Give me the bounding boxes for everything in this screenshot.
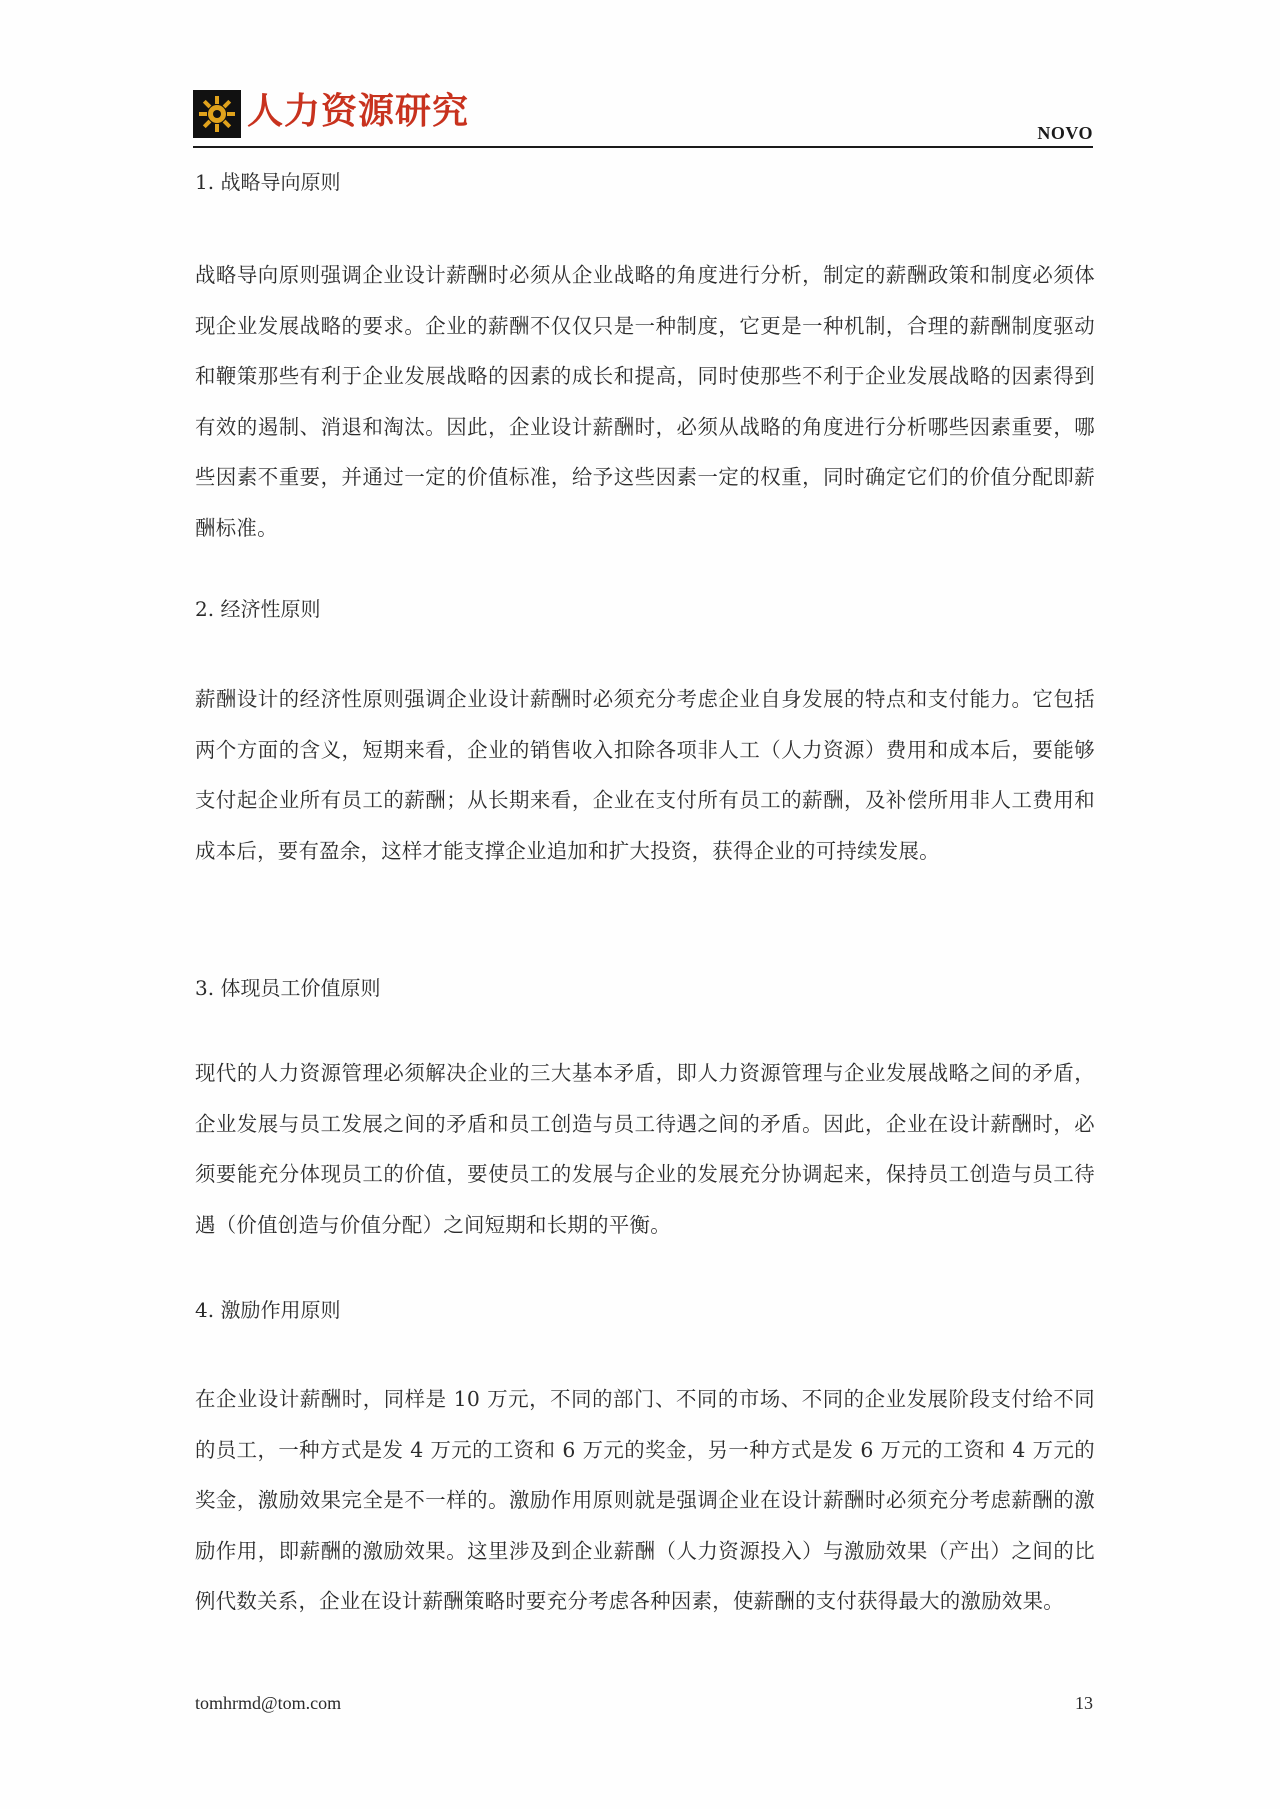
footer-email: tomhrmd@tom.com	[195, 1693, 342, 1713]
section-paragraph: 在企业设计薪酬时，同样是 10 万元，不同的部门、不同的市场、不同的企业发展阶段支付给不同的员工，一种方式是发 4 万元的工资和 6 万元的奖金，另一种方式是发 6 万元的工资和 4 万元的奖金，激励效果完全是不一样的。激励作用原则就是强调企业在设计薪酬时必须充分考虑薪酬的激励作用，即薪酬的激励效果。这里涉及到企业薪酬（人力资源投入）与激励效果（产出）之间的比例代数关系，企业在设计薪酬策略时要充分考虑各种因素，使薪酬的支付获得最大的激励效果。	[195, 1387, 1095, 1613]
header-divider	[193, 146, 1093, 148]
page-number: 13	[1075, 1693, 1093, 1713]
gear-sun-icon	[193, 90, 241, 138]
section-heading: 4. 激励作用原则	[195, 1298, 341, 1322]
header-label: NOVO	[1037, 123, 1093, 143]
section-paragraph: 现代的人力资源管理必须解决企业的三大基本矛盾，即人力资源管理与企业发展战略之间的矛盾，企业发展与员工发展之间的矛盾和员工创造与员工待遇之间的矛盾。因此，企业在设计薪酬时，必须要能充分体现员工的价值，要使员工的发展与企业的发展充分协调起来，保持员工创造与员工待遇（价值创造与价值分配）之间短期和长期的平衡。	[195, 1061, 1095, 1237]
section-paragraph: 战略导向原则强调企业设计薪酬时必须从企业战略的角度进行分析，制定的薪酬政策和制度必须体现企业发展战略的要求。企业的薪酬不仅仅只是一种制度，它更是一种机制，合理的薪酬制度驱动和鞭策那些有利于企业发展战略的因素的成长和提高，同时使那些不利于企业发展战略的因素得到有效的遏制、消退和淘汰。因此，企业设计薪酬时，必须从战略的角度进行分析哪些因素重要，哪些因素不重要，并通过一定的价值标准，给予这些因素一定的权重，同时确定它们的价值分配即薪酬标准。	[195, 263, 1095, 540]
section-heading: 3. 体现员工价值原则	[195, 976, 381, 1000]
page-header	[193, 86, 1093, 148]
brand-title: 人力资源研究	[247, 91, 470, 132]
section-heading: 2. 经济性原则	[195, 597, 321, 621]
section-heading: 1. 战略导向原则	[195, 170, 341, 194]
gear-sun-icon-graphic	[197, 94, 237, 134]
section-paragraph: 薪酬设计的经济性原则强调企业设计薪酬时必须充分考虑企业自身发展的特点和支付能力。它包括两个方面的含义，短期来看，企业的销售收入扣除各项非人工（人力资源）费用和成本后，要能够支付起企业所有员工的薪酬；从长期来看，企业在支付所有员工的薪酬，及补偿所用非人工费用和成本后，要有盈余，这样才能支撑企业追加和扩大投资，获得企业的可持续发展。	[195, 687, 1095, 863]
